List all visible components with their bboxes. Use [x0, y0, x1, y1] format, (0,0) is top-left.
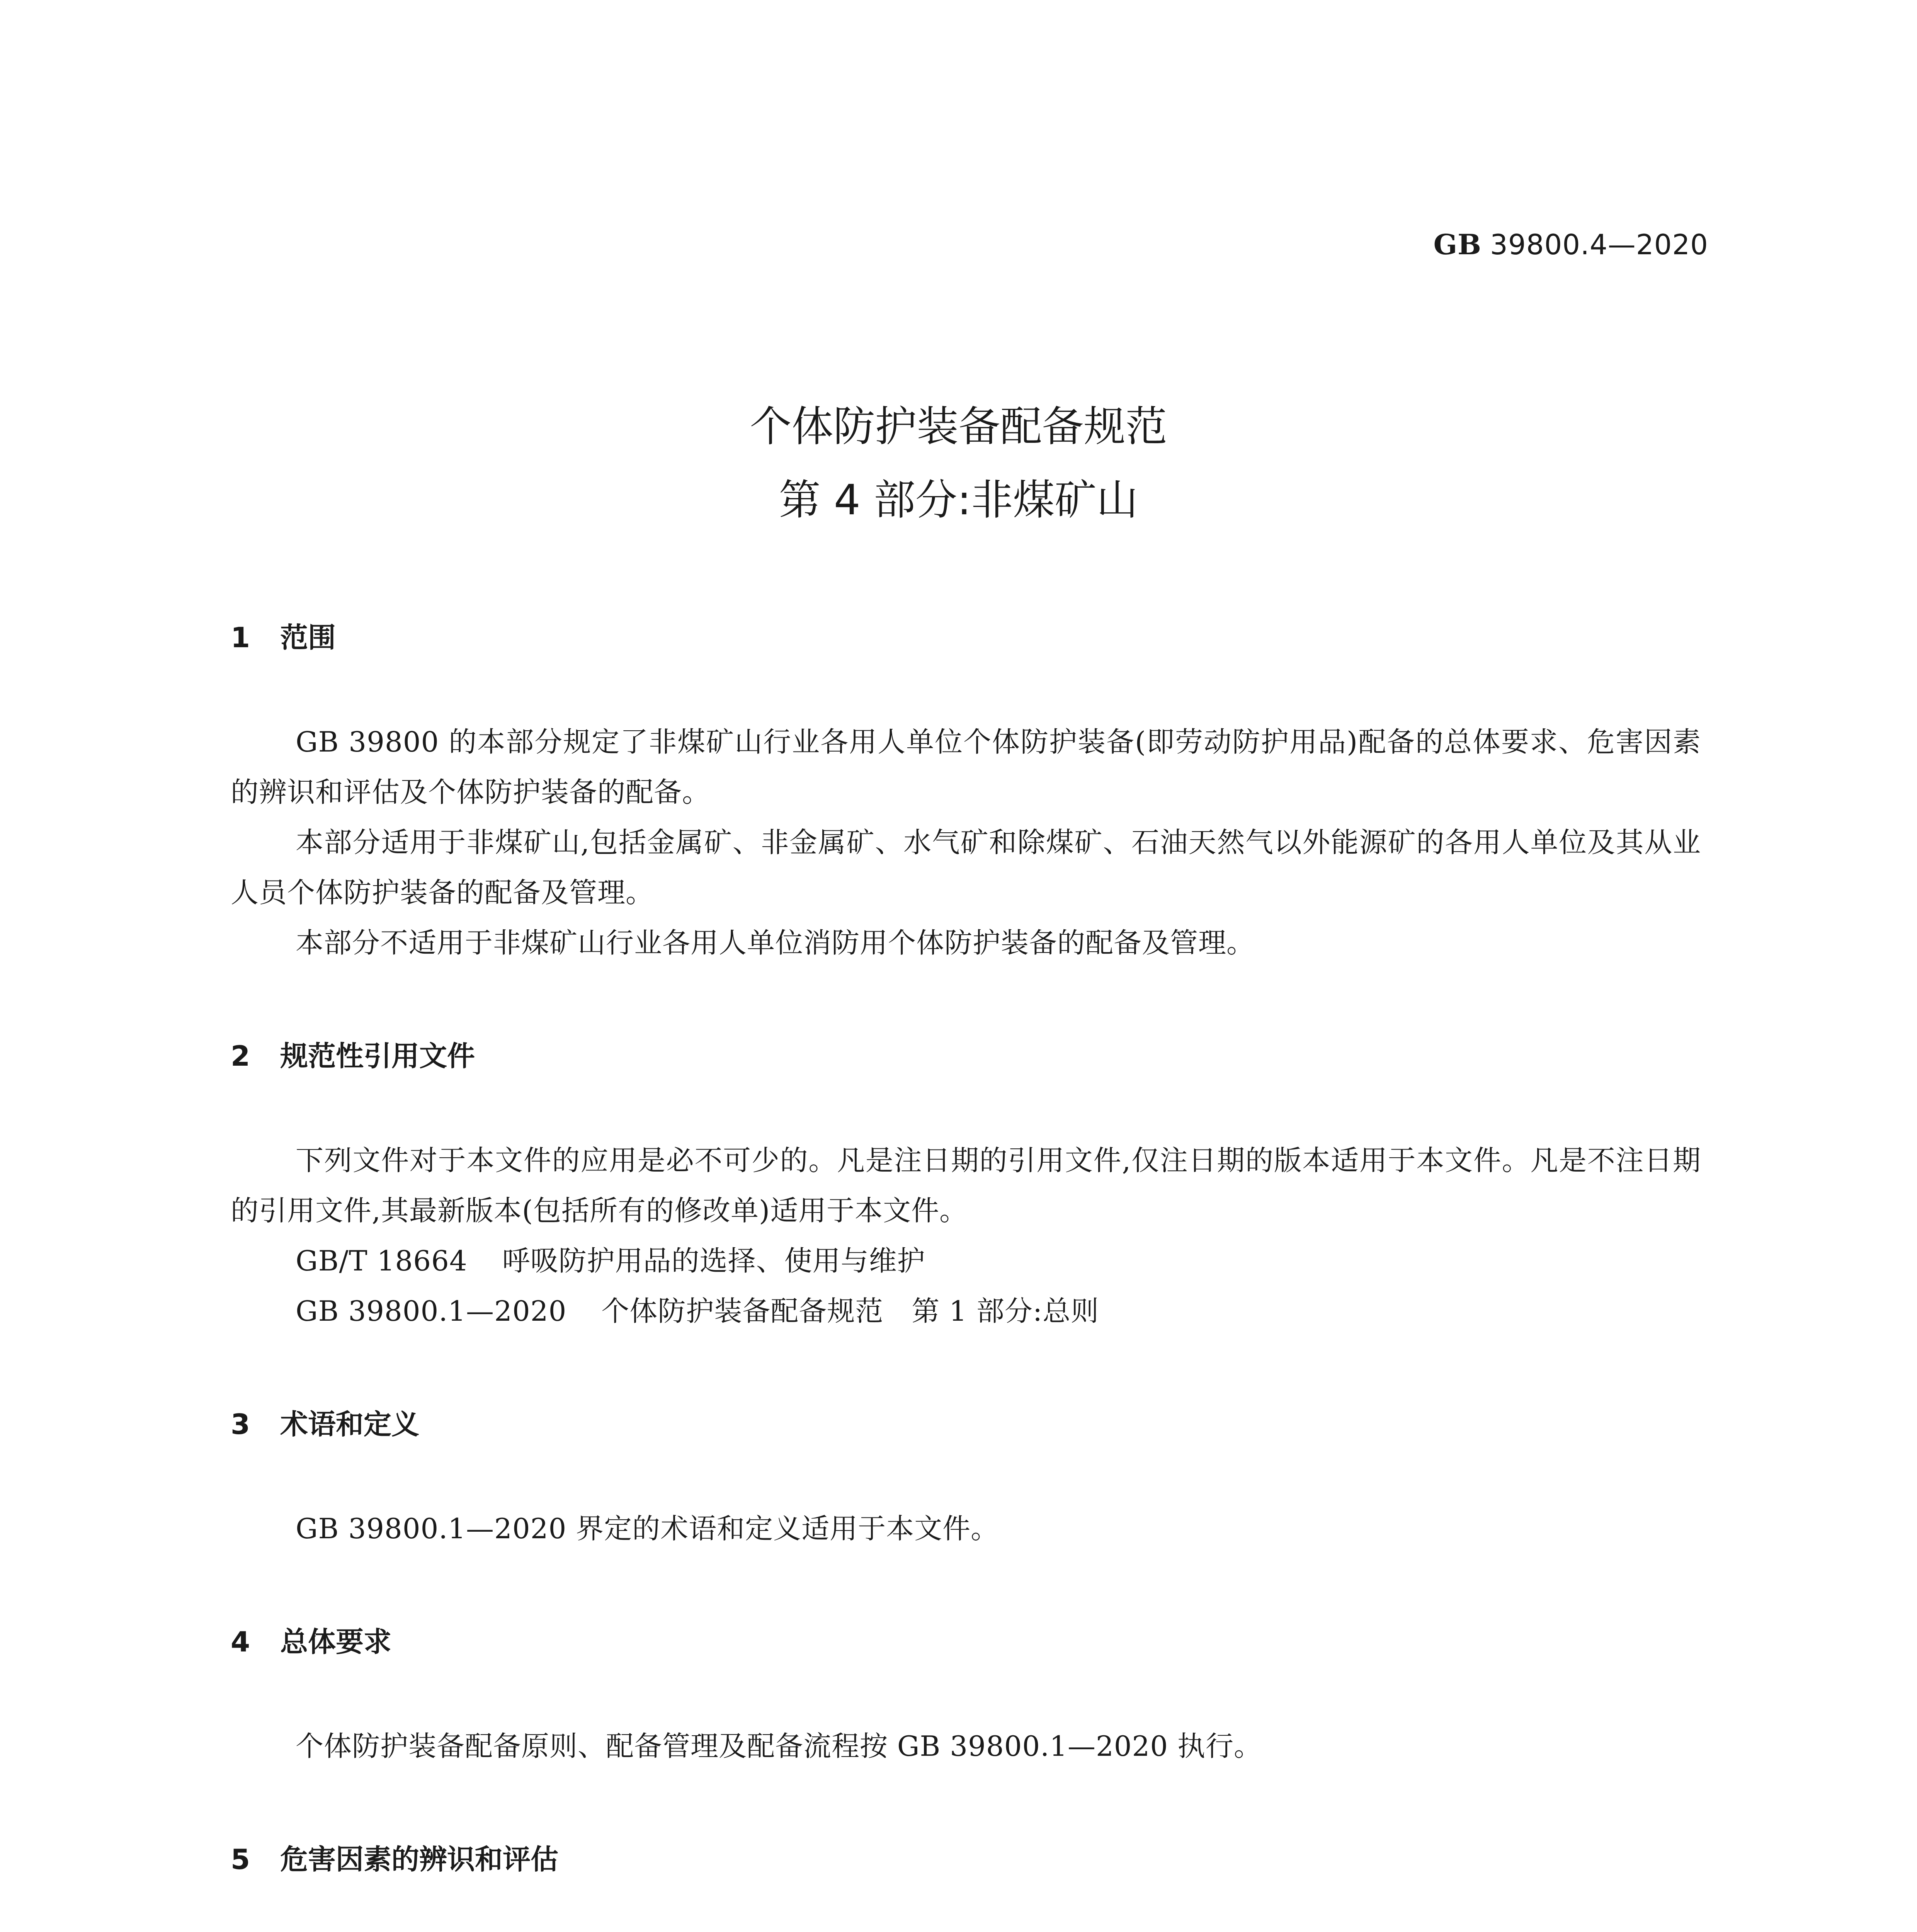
paragraph: 个体防护装备配备原则、配备管理及配备流程按 GB 39800.1—2020 执行。 [296, 1730, 1262, 1762]
section-number: 3 [231, 1408, 250, 1440]
paragraph: 本部分适用于非煤矿山,包括金属矿、非金属矿、水气矿和除煤矿、石油天然气以外能源矿的各用人单位及其从业人员个体防护装备的配备及管理。 [231, 826, 1701, 909]
title-line-2: 第 4 部分:非煤矿山 [779, 476, 1138, 524]
standard-number: 39800.4—2020 [1490, 228, 1708, 261]
section-heading [231, 1405, 1701, 1444]
section-heading [231, 618, 1701, 657]
section-scope [231, 618, 1701, 968]
section-title: 总体要求 [280, 1626, 392, 1658]
paragraph: GB 39800 的本部分规定了非煤矿山行业各用人单位个体防护装备(即劳动防护用品)配备的总体要求、危害因素的辨识和评估及个体防护装备的配备。 [231, 726, 1701, 808]
section-number: 1 [231, 621, 250, 654]
reference-title: 个体防护装备配备规范 第 1 部分:总则 [601, 1295, 1099, 1327]
section-title: 危害因素的辨识和评估 [280, 1843, 559, 1876]
reference-code: GB 39800.1—2020 [296, 1295, 567, 1327]
section-title: 规范性引用文件 [280, 1040, 475, 1072]
paragraph: GB 39800.1—2020 界定的术语和定义适用于本文件。 [296, 1512, 999, 1545]
reference-item [231, 1286, 1701, 1336]
reference-title: 呼吸防护用品的选择、使用与维护 [502, 1245, 925, 1277]
section-title: 范围 [280, 621, 336, 654]
title-line-1: 个体防护装备配备规范 [750, 403, 1167, 451]
section-heading [231, 1840, 1701, 1879]
reference-item [231, 1236, 1701, 1286]
standard-prefix: GB [1433, 228, 1482, 261]
section-number: 5 [231, 1843, 250, 1876]
document-body [231, 618, 1701, 1932]
document-title [0, 390, 1917, 537]
reference-code: GB/T 18664 [296, 1245, 468, 1277]
section-title: 术语和定义 [280, 1408, 420, 1440]
section-terms-definitions [231, 1405, 1701, 1554]
section-number: 2 [231, 1040, 250, 1072]
section-hazard-identification [231, 1840, 1701, 1932]
section-normative-references [231, 1037, 1701, 1336]
paragraph: 下列文件对于本文件的应用是必不可少的。凡是注日期的引用文件,仅注日期的版本适用于本文件。凡是不注日期的引用文件,其最新版本(包括所有的修改单)适用于本文件。 [231, 1144, 1701, 1227]
section-heading [231, 1622, 1701, 1661]
section-number: 4 [231, 1626, 250, 1658]
section-heading [231, 1037, 1701, 1075]
paragraph: 本部分不适用于非煤矿山行业各用人单位消防用个体防护装备的配备及管理。 [296, 927, 1255, 959]
section-general-requirements [231, 1622, 1701, 1771]
standard-code [1434, 228, 1708, 261]
